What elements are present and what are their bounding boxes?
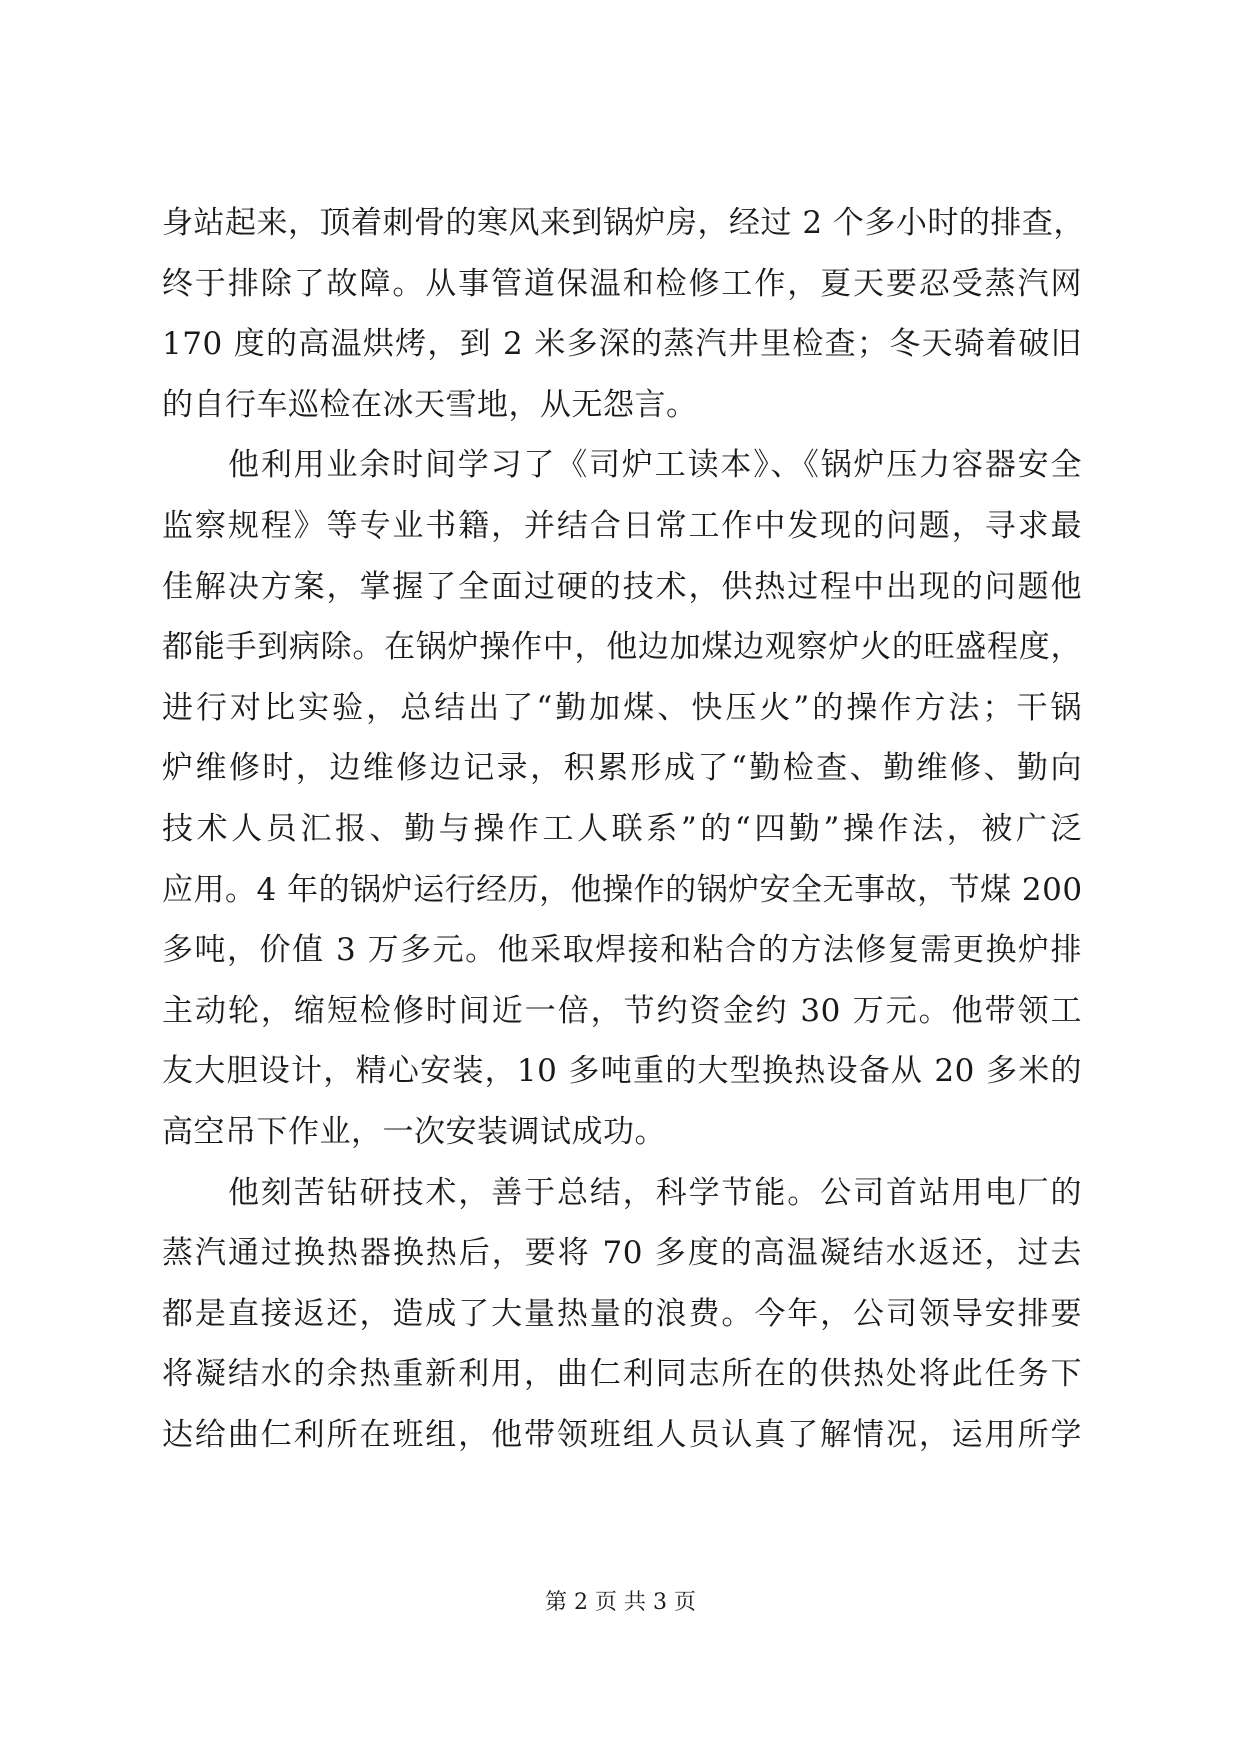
body-text: [162, 193, 1085, 1465]
text-line: 蒸汽通过换热器换热后，要将 70 多度的高温凝结水返还，过去: [162, 1235, 1082, 1272]
text-line: 都是直接返还，造成了大量热量的浪费。今年，公司领导安排要: [162, 1295, 1082, 1332]
text-line: 高空吊下作业，一次安装调试成功。: [162, 1113, 666, 1150]
text-line: 的自行车巡检在冰天雪地，从无怨言。: [162, 386, 698, 423]
text-line: 都能手到病除。在锅炉操作中，他边加煤边观察炉火的旺盛程度，: [162, 629, 1082, 666]
text-line: 多吨，价值 3 万多元。他采取焊接和粘合的方法修复需更换炉排: [162, 932, 1082, 969]
text-line: 监察规程》等专业书籍，并结合日常工作中发现的问题，寻求最: [162, 507, 1082, 544]
text-line: 170 度的高温烘烤，到 2 米多深的蒸汽井里检查；冬天骑着破旧: [162, 326, 1082, 363]
text-line: 终于排除了故障。从事管道保温和检修工作，夏天要忍受蒸汽网: [162, 265, 1082, 302]
text-line: 应用。4 年的锅炉运行经历，他操作的锅炉安全无事故，节煤 200: [162, 871, 1083, 908]
text-line: 他利用业余时间学习了《司炉工读本》、《锅炉压力容器安全: [228, 447, 1082, 484]
text-line: 友大胆设计，精心安装，10 多吨重的大型换热设备从 20 多米的: [162, 1053, 1082, 1090]
page-footer: [0, 1588, 1241, 1618]
text-line: 炉维修时，边维修边记录，积累形成了“勤检查、勤维修、勤向: [162, 750, 1082, 787]
page-number: 第 2 页 共 3 页: [545, 1590, 696, 1615]
text-line: 主动轮，缩短检修时间近一倍，节约资金约 30 万元。他带领工: [162, 992, 1082, 1029]
text-line: 达给曲仁利所在班组，他带领班组人员认真了解情况，运用所学: [162, 1416, 1082, 1453]
text-line: 佳解决方案，掌握了全面过硬的技术，供热过程中出现的问题他: [162, 568, 1082, 605]
text-line: 技术人员汇报、勤与操作工人联系”的“四勤”操作法，被广泛: [162, 810, 1082, 847]
text-line: 进行对比实验，总结出了“勤加煤、快压火”的操作方法；干锅: [162, 689, 1082, 726]
text-line: 他刻苦钻研技术，善于总结，科学节能。公司首站用电厂的: [228, 1174, 1082, 1211]
text-line: 将凝结水的余热重新利用，曲仁利同志所在的供热处将此任务下: [162, 1356, 1082, 1393]
text-line: 身站起来，顶着刺骨的寒风来到锅炉房，经过 2 个多小时的排查，: [162, 205, 1085, 241]
